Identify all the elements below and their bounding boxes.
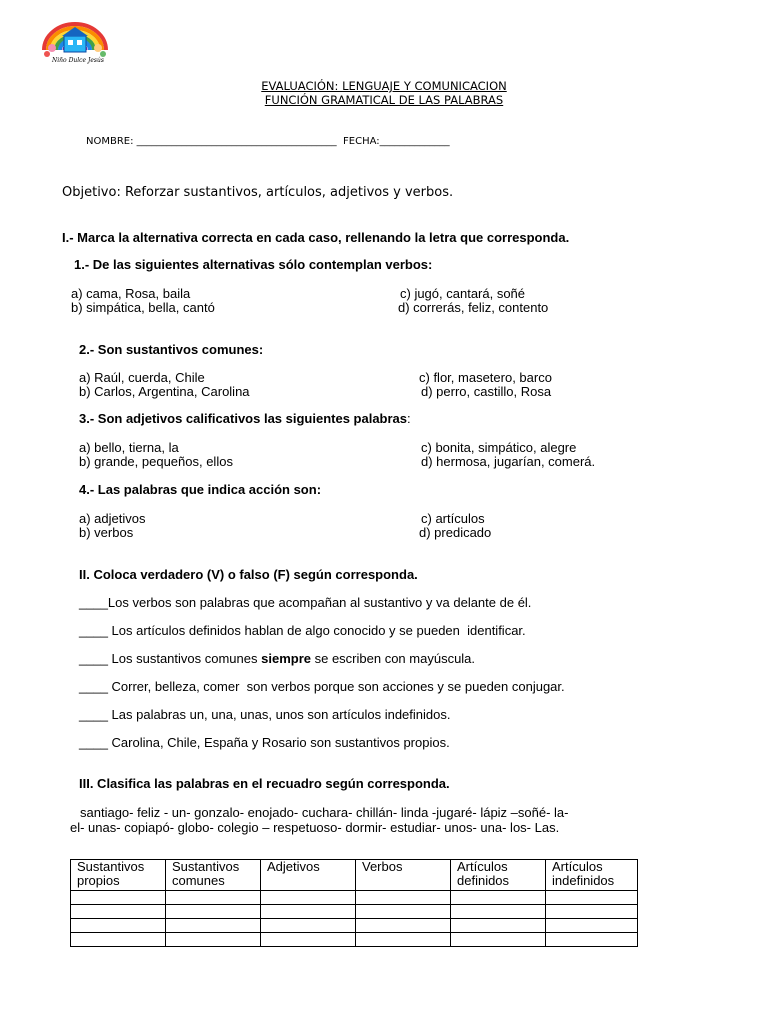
tf-blank-4[interactable]: ____ — [79, 679, 108, 694]
header-verbos: Verbos — [356, 860, 451, 891]
q4-option-b[interactable]: b) verbos — [79, 525, 134, 540]
question-4: 4.- Las palabras que indica acción son: — [79, 482, 322, 497]
table-cell[interactable] — [71, 919, 166, 933]
table-row — [71, 905, 638, 919]
words-line-1: santiago- feliz - un- gonzalo- enojado- cuchara- chillán- linda -jugaré- lápiz –soñé- la- — [80, 805, 569, 820]
tf-text-3b: se escriben con mayúscula. — [311, 651, 476, 666]
table-cell[interactable] — [261, 891, 356, 905]
tf-item-4 — [79, 679, 565, 694]
table-cell[interactable] — [546, 905, 638, 919]
tf-blank-3[interactable]: ____ — [79, 651, 108, 666]
table-header-row — [71, 860, 638, 891]
tf-item-2 — [79, 623, 526, 638]
q3-option-a[interactable]: a) bello, tierna, la — [79, 440, 179, 455]
tf-item-3 — [79, 651, 475, 666]
q2-option-b[interactable]: b) Carlos, Argentina, Carolina — [79, 384, 250, 399]
table-cell[interactable] — [71, 933, 166, 947]
table-cell[interactable] — [261, 919, 356, 933]
table-cell[interactable] — [71, 891, 166, 905]
header-sustantivos-comunes: Sustantivos comunes — [166, 860, 261, 891]
question-3-colon: : — [407, 411, 411, 426]
table-cell[interactable] — [166, 919, 261, 933]
question-3 — [79, 411, 411, 426]
table-cell[interactable] — [546, 919, 638, 933]
header-articulos-definidos: Artículos definidos — [451, 860, 546, 891]
table-cell[interactable] — [546, 891, 638, 905]
table-row — [71, 933, 638, 947]
table-cell[interactable] — [71, 905, 166, 919]
q4-option-c[interactable]: c) artículos — [421, 511, 485, 526]
table-cell[interactable] — [546, 933, 638, 947]
objetivo: Objetivo: Reforzar sustantivos, artículos, adjetivos y verbos. — [62, 185, 454, 200]
header-sustantivos-propios: Sustantivos propios — [71, 860, 166, 891]
table-cell[interactable] — [451, 919, 546, 933]
tf-text-5: Las palabras un, una, unas, unos son artículos indefinidos. — [107, 707, 451, 722]
table-cell[interactable] — [451, 905, 546, 919]
classification-table — [70, 859, 638, 947]
table-row — [71, 891, 638, 905]
tf-text-4: Correr, belleza, comer son verbos porque son acciones y se pueden conjugar. — [107, 679, 565, 694]
table-cell[interactable] — [451, 933, 546, 947]
table-cell[interactable] — [356, 905, 451, 919]
question-1: 1.- De las siguientes alternativas sólo contemplan verbos: — [74, 257, 433, 272]
q2-option-c[interactable]: c) flor, masetero, barco — [419, 370, 552, 385]
q1-option-c[interactable]: c) jugó, cantará, soñé — [400, 286, 526, 301]
table-cell[interactable] — [356, 919, 451, 933]
q1-option-d[interactable]: d) correrás, feliz, contento — [398, 300, 549, 315]
q1-option-b[interactable]: b) simpática, bella, cantó — [71, 300, 215, 315]
table-cell[interactable] — [356, 933, 451, 947]
tf-blank-5[interactable]: ____ — [79, 707, 108, 722]
name-date-line — [86, 136, 450, 147]
fecha-field[interactable]: ______________ — [379, 136, 450, 147]
q3-option-c[interactable]: c) bonita, simpático, alegre — [421, 440, 577, 455]
question-2: 2.- Son sustantivos comunes: — [79, 342, 264, 357]
tf-text-3-bold: siempre — [261, 651, 311, 666]
question-3-text: 3.- Son adjetivos calificativos las siguientes palabras — [79, 411, 408, 426]
tf-blank-2[interactable]: ____ — [79, 623, 108, 638]
table-cell[interactable] — [356, 891, 451, 905]
table-cell[interactable] — [261, 933, 356, 947]
tf-text-1: Los verbos son palabras que acompañan al sustantivo y va delante de él. — [107, 595, 532, 610]
table-cell[interactable] — [166, 933, 261, 947]
tf-text-6: Carolina, Chile, España y Rosario son sustantivos propios. — [107, 735, 450, 750]
table-cell[interactable] — [166, 905, 261, 919]
q2-option-d[interactable]: d) perro, castillo, Rosa — [421, 384, 552, 399]
q3-option-b[interactable]: b) grande, pequeños, ellos — [79, 454, 233, 469]
section2-heading: II. Coloca verdadero (V) o falso (F) según corresponda. — [79, 567, 418, 582]
nombre-label: NOMBRE: — [86, 136, 134, 147]
q4-option-a[interactable]: a) adjetivos — [79, 511, 146, 526]
q4-option-d[interactable]: d) predicado — [419, 525, 492, 540]
q1-option-a[interactable]: a) cama, Rosa, baila — [71, 286, 191, 301]
section1-heading: I.- Marca la alternativa correcta en cada caso, rellenando la letra que corresponda. — [62, 230, 570, 245]
fecha-label: FECHA: — [343, 136, 380, 147]
table-cell[interactable] — [261, 905, 356, 919]
header-adjetivos: Adjetivos — [261, 860, 356, 891]
tf-item-5 — [79, 707, 450, 722]
page-subtitle: FUNCIÓN GRAMATICAL DE LAS PALABRAS — [264, 93, 504, 107]
nombre-field[interactable]: ________________________________________ — [136, 136, 337, 147]
q2-option-a[interactable]: a) Raúl, cuerda, Chile — [79, 370, 205, 385]
q3-option-d[interactable]: d) hermosa, jugarían, comerá. — [421, 454, 596, 469]
tf-blank-1[interactable]: ____ — [79, 595, 108, 610]
tf-item-6 — [79, 735, 450, 750]
tf-blank-6[interactable]: ____ — [79, 735, 108, 750]
logo-caption: Niño Dulce Jesús — [52, 57, 104, 64]
header-articulos-indefinidos: Artículos indefinidos — [546, 860, 638, 891]
page-title: EVALUACIÓN: LENGUAJE Y COMUNICACION — [261, 79, 507, 93]
tf-text-2: Los artículos definidos hablan de algo conocido y se pueden identificar. — [107, 623, 526, 638]
words-line-2: el- unas- copiapó- globo- colegio – respetuoso- dormir- estudiar- unos- una- los- Las. — [70, 820, 560, 835]
table-row — [71, 919, 638, 933]
table-cell[interactable] — [166, 891, 261, 905]
tf-item-1 — [79, 595, 531, 610]
table-cell[interactable] — [451, 891, 546, 905]
section3-heading: III. Clasifica las palabras en el recuadro según corresponda. — [79, 776, 450, 791]
tf-text-3a: Los sustantivos comunes — [107, 651, 262, 666]
